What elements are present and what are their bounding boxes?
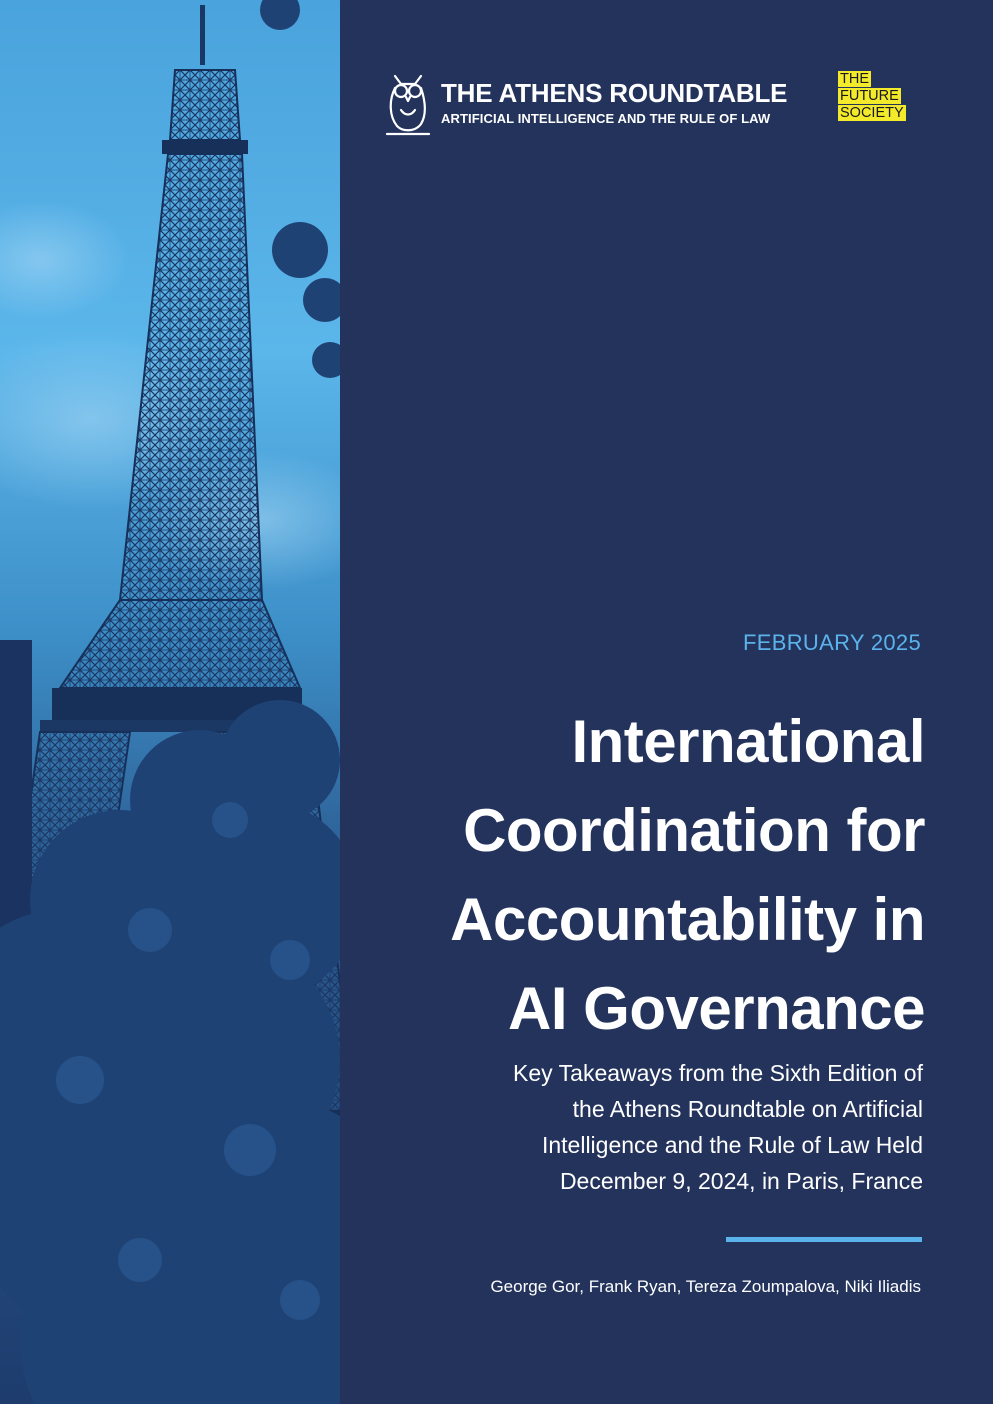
- accent-divider: [726, 1237, 922, 1242]
- title-line: AI Governance: [508, 975, 925, 1042]
- report-title: [355, 697, 925, 1053]
- brand-tagline: ARTIFICIAL INTELLIGENCE AND THE RULE OF LAW: [441, 111, 771, 126]
- subtitle-line: Key Takeaways from the Sixth Edition of: [513, 1060, 923, 1086]
- subtitle-line: Intelligence and the Rule of Law Held: [541, 1132, 923, 1158]
- tfs-line-1: THE: [840, 71, 869, 87]
- cover-photo-eiffel-tower: [0, 0, 340, 1404]
- title-line: Coordination for: [463, 797, 925, 864]
- tfs-line-2: FUTURE: [840, 88, 899, 104]
- author-list: George Gor, Frank Ryan, Tereza Zoumpalova, Niki Iliadis: [490, 1277, 921, 1296]
- subtitle-line: December 9, 2024, in Paris, France: [559, 1168, 923, 1194]
- brand-name: THE ATHENS ROUNDTABLE: [441, 78, 788, 108]
- subtitle-line: the Athens Roundtable on Artificial: [572, 1096, 923, 1122]
- report-subtitle: [423, 1055, 923, 1199]
- tfs-line-3: SOCIETY: [840, 105, 904, 121]
- publication-date: FEBRUARY 2025: [743, 630, 921, 655]
- owl-icon: [385, 70, 431, 136]
- eiffel-tower-illustration: [0, 0, 340, 1404]
- title-line: International: [571, 708, 925, 775]
- the-future-society-logo: [838, 71, 922, 122]
- title-line: Accountability in: [450, 886, 925, 953]
- athens-roundtable-logo: [385, 70, 787, 136]
